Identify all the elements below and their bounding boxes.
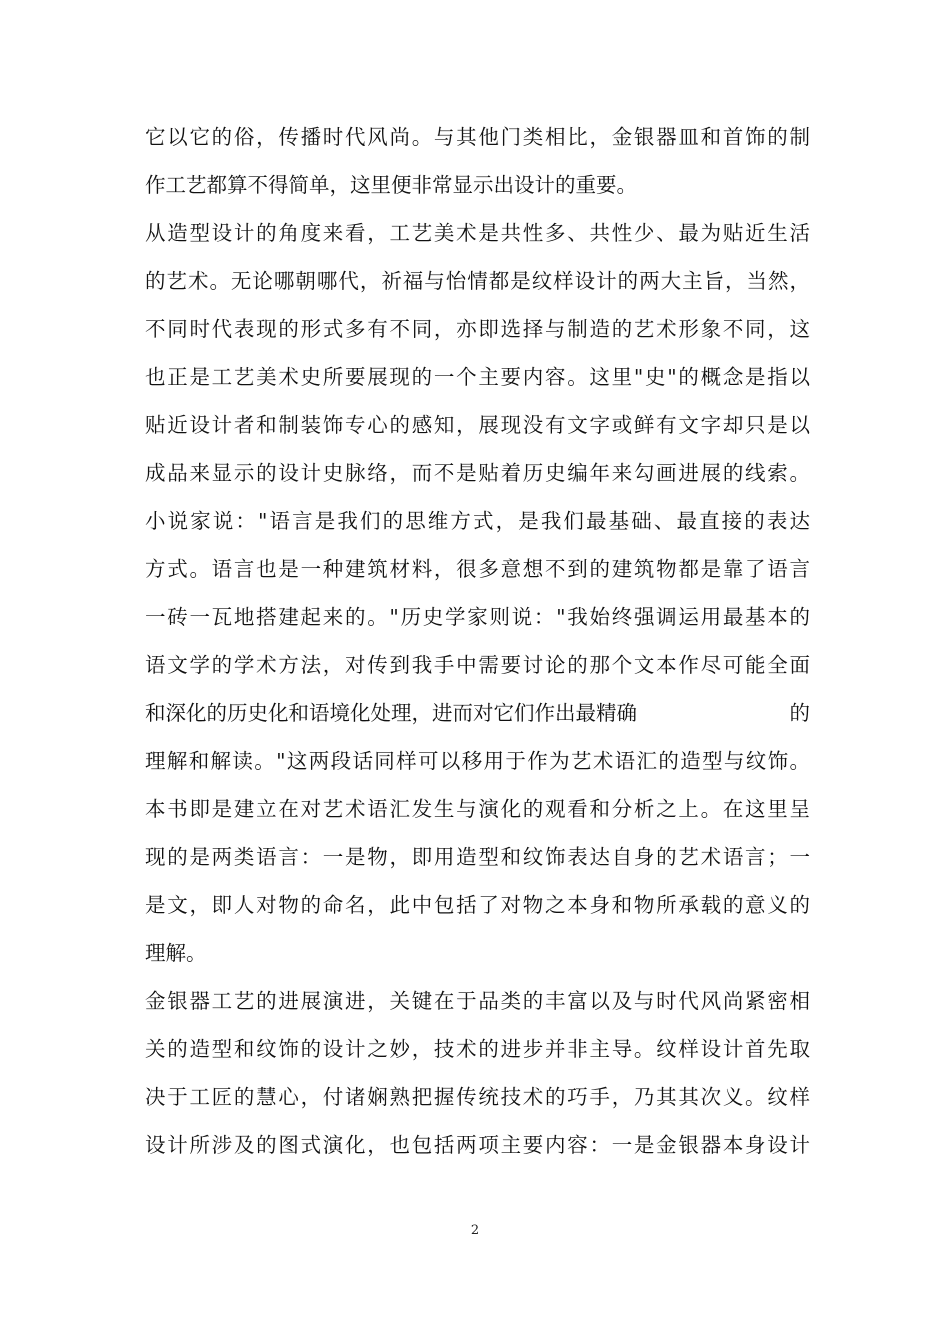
text-line: 设计所涉及的图式演化，也包括两项主要内容：一是金银器本身设计 — [145, 1133, 810, 1157]
text-line: 现的是两类语言：一是物，即用造型和纹饰表达自身的艺术语言；一 — [145, 845, 810, 869]
text-line: 也正是工艺美术史所要展现的一个主要内容。这里"史"的概念是指以 — [145, 365, 810, 389]
text-line: 一砖一瓦地搭建起来的。"历史学家则说："我始终强调运用最基本的 — [145, 605, 810, 629]
text-line: 决于工匠的慧心，付诸娴熟把握传统技术的巧手，乃其其次义。纹样 — [145, 1085, 810, 1109]
text-line-with-gap — [145, 689, 810, 737]
text-line: 从造型设计的角度来看，工艺美术是共性多、共性少、最为贴近生活 — [145, 221, 810, 245]
text-line: 金银器工艺的进展演进，关键在于品类的丰富以及与时代风尚紧密相 — [145, 989, 810, 1013]
text-line: 不同时代表现的形式多有不同，亦即选择与制造的艺术形象不同，这 — [145, 317, 810, 341]
text-segment: 的 — [789, 701, 810, 725]
page-number: 2 — [470, 1223, 480, 1238]
text-line: 作工艺都算不得简单，这里便非常显示出设计的重要。 — [145, 173, 637, 197]
text-line: 小说家说："语言是我们的思维方式，是我们最基础、最直接的表达 — [145, 509, 810, 533]
text-line: 本书即是建立在对艺术语汇发生与演化的观看和分析之上。在这里呈 — [145, 797, 810, 821]
text-line: 理解。 — [145, 941, 207, 965]
body-text — [145, 113, 810, 1169]
text-line: 关的造型和纹饰的设计之妙，技术的进步并非主导。纹样设计首先取 — [145, 1037, 810, 1061]
text-line: 是文，即人对物的命名，此中包括了对物之本身和物所承载的意义的 — [145, 893, 810, 917]
text-segment: 和深化的历史化和语境化处理，进而对它们作出最精确 — [145, 701, 637, 725]
text-line: 理解和解读。"这两段话同样可以移用于作为艺术语汇的造型与纹饰。 — [145, 749, 810, 773]
text-line: 语文学的学术方法，对传到我手中需要讨论的那个文本作尽可能全面 — [145, 653, 810, 677]
text-line: 方式。语言也是一种建筑材料，很多意想不到的建筑物都是靠了语言 — [145, 557, 810, 581]
text-line: 它以它的俗，传播时代风尚。与其他门类相比，金银器皿和首饰的制 — [145, 125, 810, 149]
text-line: 成品来显示的设计史脉络，而不是贴着历史编年来勾画进展的线索。 — [145, 461, 810, 485]
text-line: 的艺术。无论哪朝哪代，祈福与怡情都是纹样设计的两大主旨，当然， — [145, 269, 810, 293]
text-line: 贴近设计者和制装饰专心的感知，展现没有文字或鲜有文字却只是以 — [145, 413, 810, 437]
